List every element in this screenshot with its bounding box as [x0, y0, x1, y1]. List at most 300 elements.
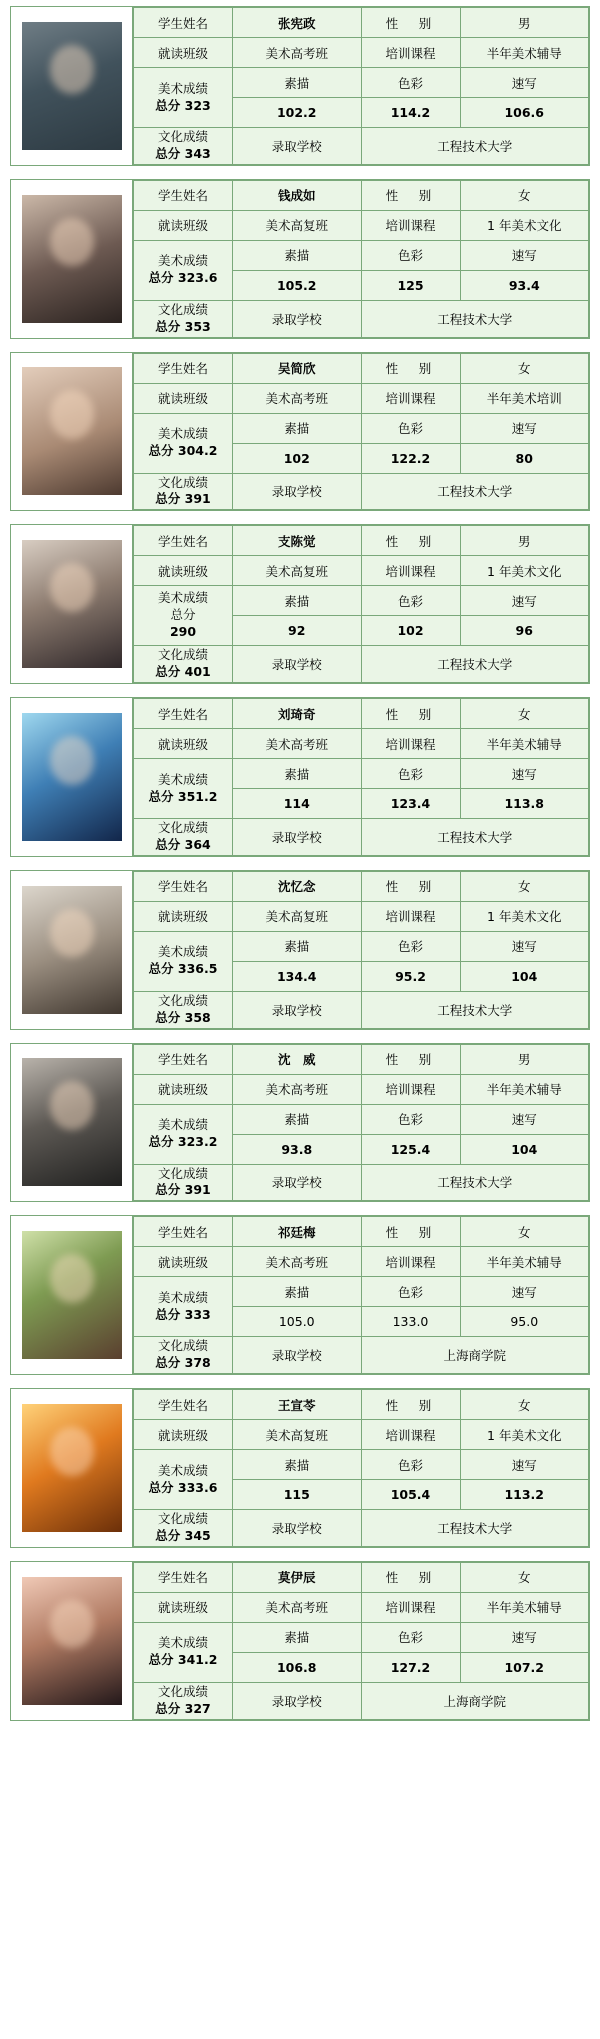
value-art-total: 290 — [169, 624, 197, 640]
value-admitted-school: 工程技术大学 — [361, 300, 589, 337]
table-row — [134, 1164, 589, 1201]
label-art-score-text: 美术成绩 — [157, 80, 208, 96]
student-card — [10, 1215, 590, 1375]
value-class: 美术高考班 — [233, 1074, 362, 1104]
student-photo-cell — [11, 1562, 133, 1720]
value-sex: 女 — [460, 871, 589, 901]
label-color: 色彩 — [361, 1277, 460, 1307]
label-culture-score — [134, 1164, 233, 1201]
table-row — [134, 1247, 589, 1277]
student-card — [10, 870, 590, 1030]
label-sketch: 素描 — [233, 1622, 362, 1652]
label-color: 色彩 — [361, 68, 460, 98]
value-art-total: 总分 323.2 — [148, 1134, 218, 1149]
student-info-table — [133, 698, 589, 856]
value-sketch: 105.0 — [233, 1307, 362, 1337]
label-art-score — [134, 1104, 233, 1164]
student-info-table — [133, 1562, 589, 1720]
table-row — [134, 180, 589, 210]
value-color: 123.4 — [361, 789, 460, 819]
label-culture-score-text: 文化成绩 — [157, 820, 208, 835]
label-class: 就读班级 — [134, 1074, 233, 1104]
label-speed: 速写 — [460, 1622, 589, 1652]
label-art-score-text: 美术成绩 — [157, 1462, 208, 1478]
label-culture-score-text: 文化成绩 — [157, 301, 208, 317]
label-admitted-school: 录取学校 — [233, 1510, 362, 1547]
label-sketch: 素描 — [233, 931, 362, 961]
label-sex: 性 别 — [361, 1390, 460, 1420]
value-color: 122.2 — [361, 443, 460, 473]
label-art-score — [134, 1450, 233, 1510]
label-art-score-text: 美术成绩 — [157, 590, 208, 606]
label-color: 色彩 — [361, 586, 460, 616]
label-admitted-school: 录取学校 — [233, 300, 362, 337]
label-total-prefix: 总分 — [170, 607, 196, 623]
label-art-score-text: 美术成绩 — [157, 253, 208, 269]
label-course: 培训课程 — [361, 383, 460, 413]
value-color: 102 — [361, 616, 460, 646]
label-color: 色彩 — [361, 1104, 460, 1134]
label-art-score-text: 美术成绩 — [157, 944, 208, 960]
label-course: 培训课程 — [361, 1592, 460, 1622]
value-name: 王宣苓 — [233, 1390, 362, 1420]
value-course: 1 年美术文化 — [460, 556, 589, 586]
label-sketch: 素描 — [233, 413, 362, 443]
table-row — [134, 729, 589, 759]
label-name: 学生姓名 — [134, 526, 233, 556]
student-info-table — [133, 1216, 589, 1374]
value-sex: 女 — [460, 353, 589, 383]
label-culture-score — [134, 300, 233, 337]
label-class: 就读班级 — [134, 210, 233, 240]
table-row — [134, 1592, 589, 1622]
value-course: 半年美术辅导 — [460, 729, 589, 759]
label-course: 培训课程 — [361, 210, 460, 240]
table-row — [134, 38, 589, 68]
table-row — [134, 300, 589, 337]
value-art-total: 总分 341.2 — [148, 1652, 218, 1668]
value-sex: 男 — [460, 8, 589, 38]
student-photo-cell — [11, 180, 133, 338]
table-row — [134, 871, 589, 901]
value-sex: 女 — [460, 699, 589, 729]
label-sketch: 素描 — [233, 240, 362, 270]
value-culture-total: 总分 358 — [155, 1009, 211, 1025]
table-row — [134, 1562, 589, 1592]
value-culture-total: 总分 327 — [155, 1700, 211, 1716]
student-photo — [22, 1058, 122, 1186]
label-sketch: 素描 — [233, 586, 362, 616]
label-sketch: 素描 — [233, 759, 362, 789]
label-sex: 性 别 — [361, 526, 460, 556]
label-culture-score-text: 文化成绩 — [157, 1338, 208, 1354]
value-sketch: 93.8 — [233, 1134, 362, 1164]
student-photo-cell — [11, 1389, 133, 1547]
student-info-table — [133, 1044, 589, 1202]
student-info-table — [133, 7, 589, 165]
label-culture-score — [134, 1510, 233, 1547]
label-speed: 速写 — [460, 1450, 589, 1480]
value-culture-total: 总分 353 — [155, 318, 211, 334]
value-name: 刘琦奇 — [233, 699, 362, 729]
value-speed: 96 — [460, 616, 589, 646]
value-speed: 107.2 — [460, 1652, 589, 1682]
label-admitted-school: 录取学校 — [233, 473, 362, 510]
value-sketch: 105.2 — [233, 270, 362, 300]
value-sex: 女 — [460, 1390, 589, 1420]
value-culture-total: 总分 343 — [155, 145, 211, 161]
label-sketch: 素描 — [233, 1277, 362, 1307]
table-row — [134, 240, 589, 270]
label-art-score-text: 美术成绩 — [157, 1635, 208, 1651]
student-info-table — [133, 525, 589, 683]
label-art-score — [134, 931, 233, 991]
label-name: 学生姓名 — [134, 1217, 233, 1247]
student-photo-cell — [11, 353, 133, 511]
label-sex: 性 别 — [361, 8, 460, 38]
value-class: 美术高复班 — [233, 210, 362, 240]
value-color: 125 — [361, 270, 460, 300]
label-class: 就读班级 — [134, 729, 233, 759]
value-name: 支陈觉 — [233, 526, 362, 556]
value-course: 1 年美术文化 — [460, 210, 589, 240]
label-class: 就读班级 — [134, 901, 233, 931]
label-sex: 性 别 — [361, 1562, 460, 1592]
label-name: 学生姓名 — [134, 180, 233, 210]
value-color: 114.2 — [361, 98, 460, 128]
table-row — [134, 1510, 589, 1547]
label-sex: 性 别 — [361, 1044, 460, 1074]
value-speed: 95.0 — [460, 1307, 589, 1337]
student-photo-cell — [11, 525, 133, 683]
label-speed: 速写 — [460, 1104, 589, 1134]
student-photo-cell — [11, 871, 133, 1029]
label-art-score — [134, 759, 233, 819]
value-culture-total: 总分 345 — [155, 1527, 211, 1543]
value-class: 美术高复班 — [233, 1420, 362, 1450]
student-photo — [22, 886, 122, 1014]
student-card — [10, 524, 590, 684]
value-sketch: 134.4 — [233, 961, 362, 991]
label-admitted-school: 录取学校 — [233, 128, 362, 165]
label-culture-score-text: 文化成绩 — [157, 1511, 208, 1526]
label-color: 色彩 — [361, 759, 460, 789]
table-row — [134, 8, 589, 38]
value-admitted-school: 工程技术大学 — [361, 646, 589, 683]
value-admitted-school: 工程技术大学 — [361, 1164, 589, 1201]
value-sketch: 114 — [233, 789, 362, 819]
label-culture-score-text: 文化成绩 — [157, 1683, 208, 1699]
label-color: 色彩 — [361, 1450, 460, 1480]
value-admitted-school: 工程技术大学 — [361, 991, 589, 1028]
value-art-total: 总分 304.2 — [148, 443, 218, 458]
label-color: 色彩 — [361, 931, 460, 961]
label-art-score-text: 美术成绩 — [157, 426, 208, 442]
value-class: 美术高考班 — [233, 38, 362, 68]
table-row — [134, 1682, 589, 1719]
table-row — [134, 68, 589, 98]
label-speed: 速写 — [460, 759, 589, 789]
label-name: 学生姓名 — [134, 871, 233, 901]
label-culture-score — [134, 646, 233, 683]
label-culture-score — [134, 128, 233, 165]
value-admitted-school: 工程技术大学 — [361, 128, 589, 165]
label-class: 就读班级 — [134, 1420, 233, 1450]
label-class: 就读班级 — [134, 556, 233, 586]
value-sex: 女 — [460, 1562, 589, 1592]
label-culture-score-text: 文化成绩 — [157, 647, 208, 663]
label-culture-score-text: 文化成绩 — [157, 129, 208, 144]
label-culture-score — [134, 1337, 233, 1374]
table-row — [134, 1074, 589, 1104]
value-art-total: 总分 351.2 — [148, 788, 218, 804]
value-speed: 106.6 — [460, 98, 589, 128]
student-photo — [22, 1231, 122, 1359]
label-name: 学生姓名 — [134, 1562, 233, 1592]
label-admitted-school: 录取学校 — [233, 819, 362, 856]
label-sex: 性 别 — [361, 699, 460, 729]
label-culture-score — [134, 819, 233, 856]
student-photo — [22, 367, 122, 495]
student-photo — [22, 540, 122, 668]
label-name: 学生姓名 — [134, 699, 233, 729]
label-sex: 性 别 — [361, 180, 460, 210]
label-admitted-school: 录取学校 — [233, 646, 362, 683]
value-class: 美术高复班 — [233, 901, 362, 931]
label-art-score-text: 美术成绩 — [157, 1117, 208, 1133]
label-course: 培训课程 — [361, 1074, 460, 1104]
student-info-table — [133, 1389, 589, 1547]
label-sketch: 素描 — [233, 68, 362, 98]
label-sketch: 素描 — [233, 1104, 362, 1134]
value-sketch: 102.2 — [233, 98, 362, 128]
student-card — [10, 697, 590, 857]
label-art-score — [134, 413, 233, 473]
table-row — [134, 128, 589, 165]
value-admitted-school: 工程技术大学 — [361, 1510, 589, 1547]
label-course: 培训课程 — [361, 1420, 460, 1450]
label-speed: 速写 — [460, 240, 589, 270]
label-culture-score-text: 文化成绩 — [157, 992, 208, 1008]
value-admitted-school: 工程技术大学 — [361, 819, 589, 856]
table-row — [134, 473, 589, 510]
value-name: 沈忆念 — [233, 871, 362, 901]
table-row — [134, 1390, 589, 1420]
student-photo — [22, 713, 122, 841]
table-row — [134, 819, 589, 856]
label-speed: 速写 — [460, 1277, 589, 1307]
student-card — [10, 6, 590, 166]
label-color: 色彩 — [361, 240, 460, 270]
student-card — [10, 1043, 590, 1203]
label-course: 培训课程 — [361, 38, 460, 68]
value-class: 美术高考班 — [233, 1592, 362, 1622]
label-admitted-school: 录取学校 — [233, 991, 362, 1028]
value-class: 美术高考班 — [233, 1247, 362, 1277]
value-color: 95.2 — [361, 961, 460, 991]
value-culture-total: 总分 391 — [155, 1182, 211, 1198]
value-course: 半年美术辅导 — [460, 38, 589, 68]
label-art-score — [134, 1622, 233, 1682]
value-class: 美术高复班 — [233, 556, 362, 586]
value-sketch: 102 — [233, 443, 362, 473]
value-culture-total: 总分 378 — [155, 1355, 211, 1371]
value-name: 张宪政 — [233, 8, 362, 38]
student-info-table — [133, 180, 589, 338]
label-art-score — [134, 68, 233, 128]
label-sex: 性 别 — [361, 1217, 460, 1247]
table-row — [134, 1277, 589, 1307]
value-art-total: 总分 336.5 — [148, 961, 218, 977]
label-speed: 速写 — [460, 413, 589, 443]
value-course: 1 年美术文化 — [460, 1420, 589, 1450]
table-row — [134, 1622, 589, 1652]
value-art-total: 总分 333.6 — [148, 1479, 218, 1495]
value-speed: 113.8 — [460, 789, 589, 819]
value-sketch: 106.8 — [233, 1652, 362, 1682]
label-art-score — [134, 1277, 233, 1337]
label-course: 培训课程 — [361, 901, 460, 931]
label-course: 培训课程 — [361, 729, 460, 759]
value-name: 沈 威 — [233, 1044, 362, 1074]
value-name: 吴简欣 — [233, 353, 362, 383]
student-photo-cell — [11, 7, 133, 165]
student-info-table — [133, 353, 589, 511]
value-course: 半年美术培训 — [460, 383, 589, 413]
label-culture-score-text: 文化成绩 — [157, 474, 208, 490]
label-course: 培训课程 — [361, 556, 460, 586]
label-art-score — [134, 240, 233, 300]
label-culture-score-text: 文化成绩 — [157, 1165, 208, 1181]
value-sex: 女 — [460, 1217, 589, 1247]
value-art-total: 总分 323.6 — [148, 270, 218, 286]
label-name: 学生姓名 — [134, 8, 233, 38]
table-row — [134, 1217, 589, 1247]
value-admitted-school: 上海商学院 — [361, 1682, 589, 1719]
value-class: 美术高考班 — [233, 729, 362, 759]
label-name: 学生姓名 — [134, 1044, 233, 1074]
value-color: 127.2 — [361, 1652, 460, 1682]
student-photo-cell — [11, 1216, 133, 1374]
value-color: 125.4 — [361, 1134, 460, 1164]
table-row — [134, 210, 589, 240]
student-photo-cell — [11, 1044, 133, 1202]
student-card — [10, 179, 590, 339]
student-card — [10, 352, 590, 512]
value-admitted-school: 上海商学院 — [361, 1337, 589, 1374]
student-photo — [22, 1577, 122, 1705]
value-name: 莫伊辰 — [233, 1562, 362, 1592]
label-class: 就读班级 — [134, 38, 233, 68]
label-speed: 速写 — [460, 931, 589, 961]
value-speed: 113.2 — [460, 1480, 589, 1510]
value-speed: 104 — [460, 961, 589, 991]
table-row — [134, 586, 589, 616]
value-course: 半年美术辅导 — [460, 1247, 589, 1277]
value-culture-total: 总分 391 — [155, 491, 211, 507]
student-card — [10, 1561, 590, 1721]
value-course: 半年美术辅导 — [460, 1074, 589, 1104]
table-row — [134, 413, 589, 443]
table-row — [134, 931, 589, 961]
table-row — [134, 1420, 589, 1450]
student-photo — [22, 1404, 122, 1532]
label-speed: 速写 — [460, 586, 589, 616]
table-row — [134, 759, 589, 789]
student-card — [10, 1388, 590, 1548]
value-speed: 93.4 — [460, 270, 589, 300]
label-art-score — [134, 586, 233, 646]
student-photo — [22, 22, 122, 150]
value-art-total: 总分 323 — [155, 97, 211, 113]
value-course: 半年美术辅导 — [460, 1592, 589, 1622]
student-photo — [22, 195, 122, 323]
label-culture-score — [134, 1682, 233, 1719]
value-culture-total: 总分 364 — [155, 836, 211, 852]
table-row — [134, 1104, 589, 1134]
table-row — [134, 699, 589, 729]
table-row — [134, 1337, 589, 1374]
table-row — [134, 556, 589, 586]
value-culture-total: 总分 401 — [155, 664, 211, 680]
label-culture-score — [134, 473, 233, 510]
value-class: 美术高考班 — [233, 383, 362, 413]
label-speed: 速写 — [460, 68, 589, 98]
value-sketch: 92 — [233, 616, 362, 646]
label-class: 就读班级 — [134, 1247, 233, 1277]
label-color: 色彩 — [361, 413, 460, 443]
label-sex: 性 别 — [361, 353, 460, 383]
label-course: 培训课程 — [361, 1247, 460, 1277]
label-color: 色彩 — [361, 1622, 460, 1652]
table-row — [134, 646, 589, 683]
label-name: 学生姓名 — [134, 353, 233, 383]
value-sex: 男 — [460, 526, 589, 556]
label-class: 就读班级 — [134, 1592, 233, 1622]
value-speed: 104 — [460, 1134, 589, 1164]
value-name: 祁廷梅 — [233, 1217, 362, 1247]
label-admitted-school: 录取学校 — [233, 1682, 362, 1719]
label-art-score-text: 美术成绩 — [157, 771, 208, 787]
label-art-score-text: 美术成绩 — [157, 1289, 208, 1305]
table-row — [134, 353, 589, 383]
value-admitted-school: 工程技术大学 — [361, 473, 589, 510]
value-sketch: 115 — [233, 1480, 362, 1510]
table-row — [134, 1450, 589, 1480]
value-color: 133.0 — [361, 1307, 460, 1337]
value-speed: 80 — [460, 443, 589, 473]
value-course: 1 年美术文化 — [460, 901, 589, 931]
value-name: 钱成如 — [233, 180, 362, 210]
table-row — [134, 901, 589, 931]
table-row — [134, 383, 589, 413]
label-name: 学生姓名 — [134, 1390, 233, 1420]
table-row — [134, 526, 589, 556]
label-sex: 性 别 — [361, 871, 460, 901]
student-info-table — [133, 871, 589, 1029]
value-sex: 男 — [460, 1044, 589, 1074]
table-row — [134, 991, 589, 1028]
value-art-total: 总分 333 — [155, 1306, 211, 1322]
value-sex: 女 — [460, 180, 589, 210]
label-admitted-school: 录取学校 — [233, 1164, 362, 1201]
label-class: 就读班级 — [134, 383, 233, 413]
table-row — [134, 1044, 589, 1074]
label-culture-score — [134, 991, 233, 1028]
label-sketch: 素描 — [233, 1450, 362, 1480]
label-admitted-school: 录取学校 — [233, 1337, 362, 1374]
value-color: 105.4 — [361, 1480, 460, 1510]
